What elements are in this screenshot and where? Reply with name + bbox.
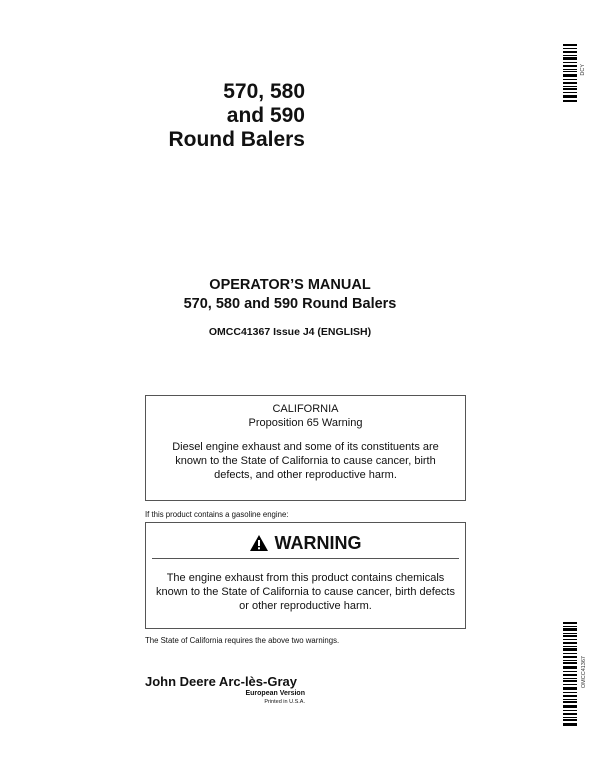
- manual-subheading: 570, 580 and 590 Round Balers: [183, 296, 397, 312]
- manual-heading: OPERATOR’S MANUAL: [209, 277, 371, 293]
- warning-text: The engine exhaust from this product contains chemicals known to the State of California to cause cancer, birth defects or other reproductive harm.: [155, 572, 455, 612]
- california-warning-text: Diesel engine exhaust and some of its constituents are known to the State of California to cause cancer, birth defects, and other reproductive harm.: [172, 441, 439, 481]
- title-line-2: and 590: [226, 104, 305, 127]
- version-label: European Version: [245, 690, 305, 697]
- warning-triangle-icon: [250, 535, 268, 551]
- warning-box: [145, 522, 466, 629]
- document-title: [100, 80, 305, 152]
- gasoline-note: If this product contains a gasoline engine:: [145, 510, 289, 519]
- printed-label: Printed in U.S.A.: [264, 699, 305, 705]
- top-barcode-code: DCY: [580, 64, 586, 76]
- bottom-barcode-graphic: [563, 622, 579, 726]
- bottom-barcode-code: OMCC41367: [581, 656, 587, 689]
- company-name: John Deere Arc-lès-Gray: [145, 674, 297, 689]
- manual-issue: OMCC41367 Issue J4 (ENGLISH): [208, 326, 372, 338]
- california-state: CALIFORNIA: [272, 403, 339, 415]
- manual-info: [100, 276, 480, 338]
- warning-header: [152, 532, 459, 559]
- title-line-1: 570, 580: [223, 80, 305, 103]
- california-warning-box: [145, 395, 466, 501]
- footer-note: The State of California requires the above two warnings.: [145, 636, 340, 645]
- bottom-barcode: [563, 622, 579, 726]
- california-proposition: Proposition 65 Warning: [248, 417, 363, 429]
- title-line-3: Round Balers: [168, 128, 305, 151]
- warning-heading: WARNING: [274, 533, 362, 553]
